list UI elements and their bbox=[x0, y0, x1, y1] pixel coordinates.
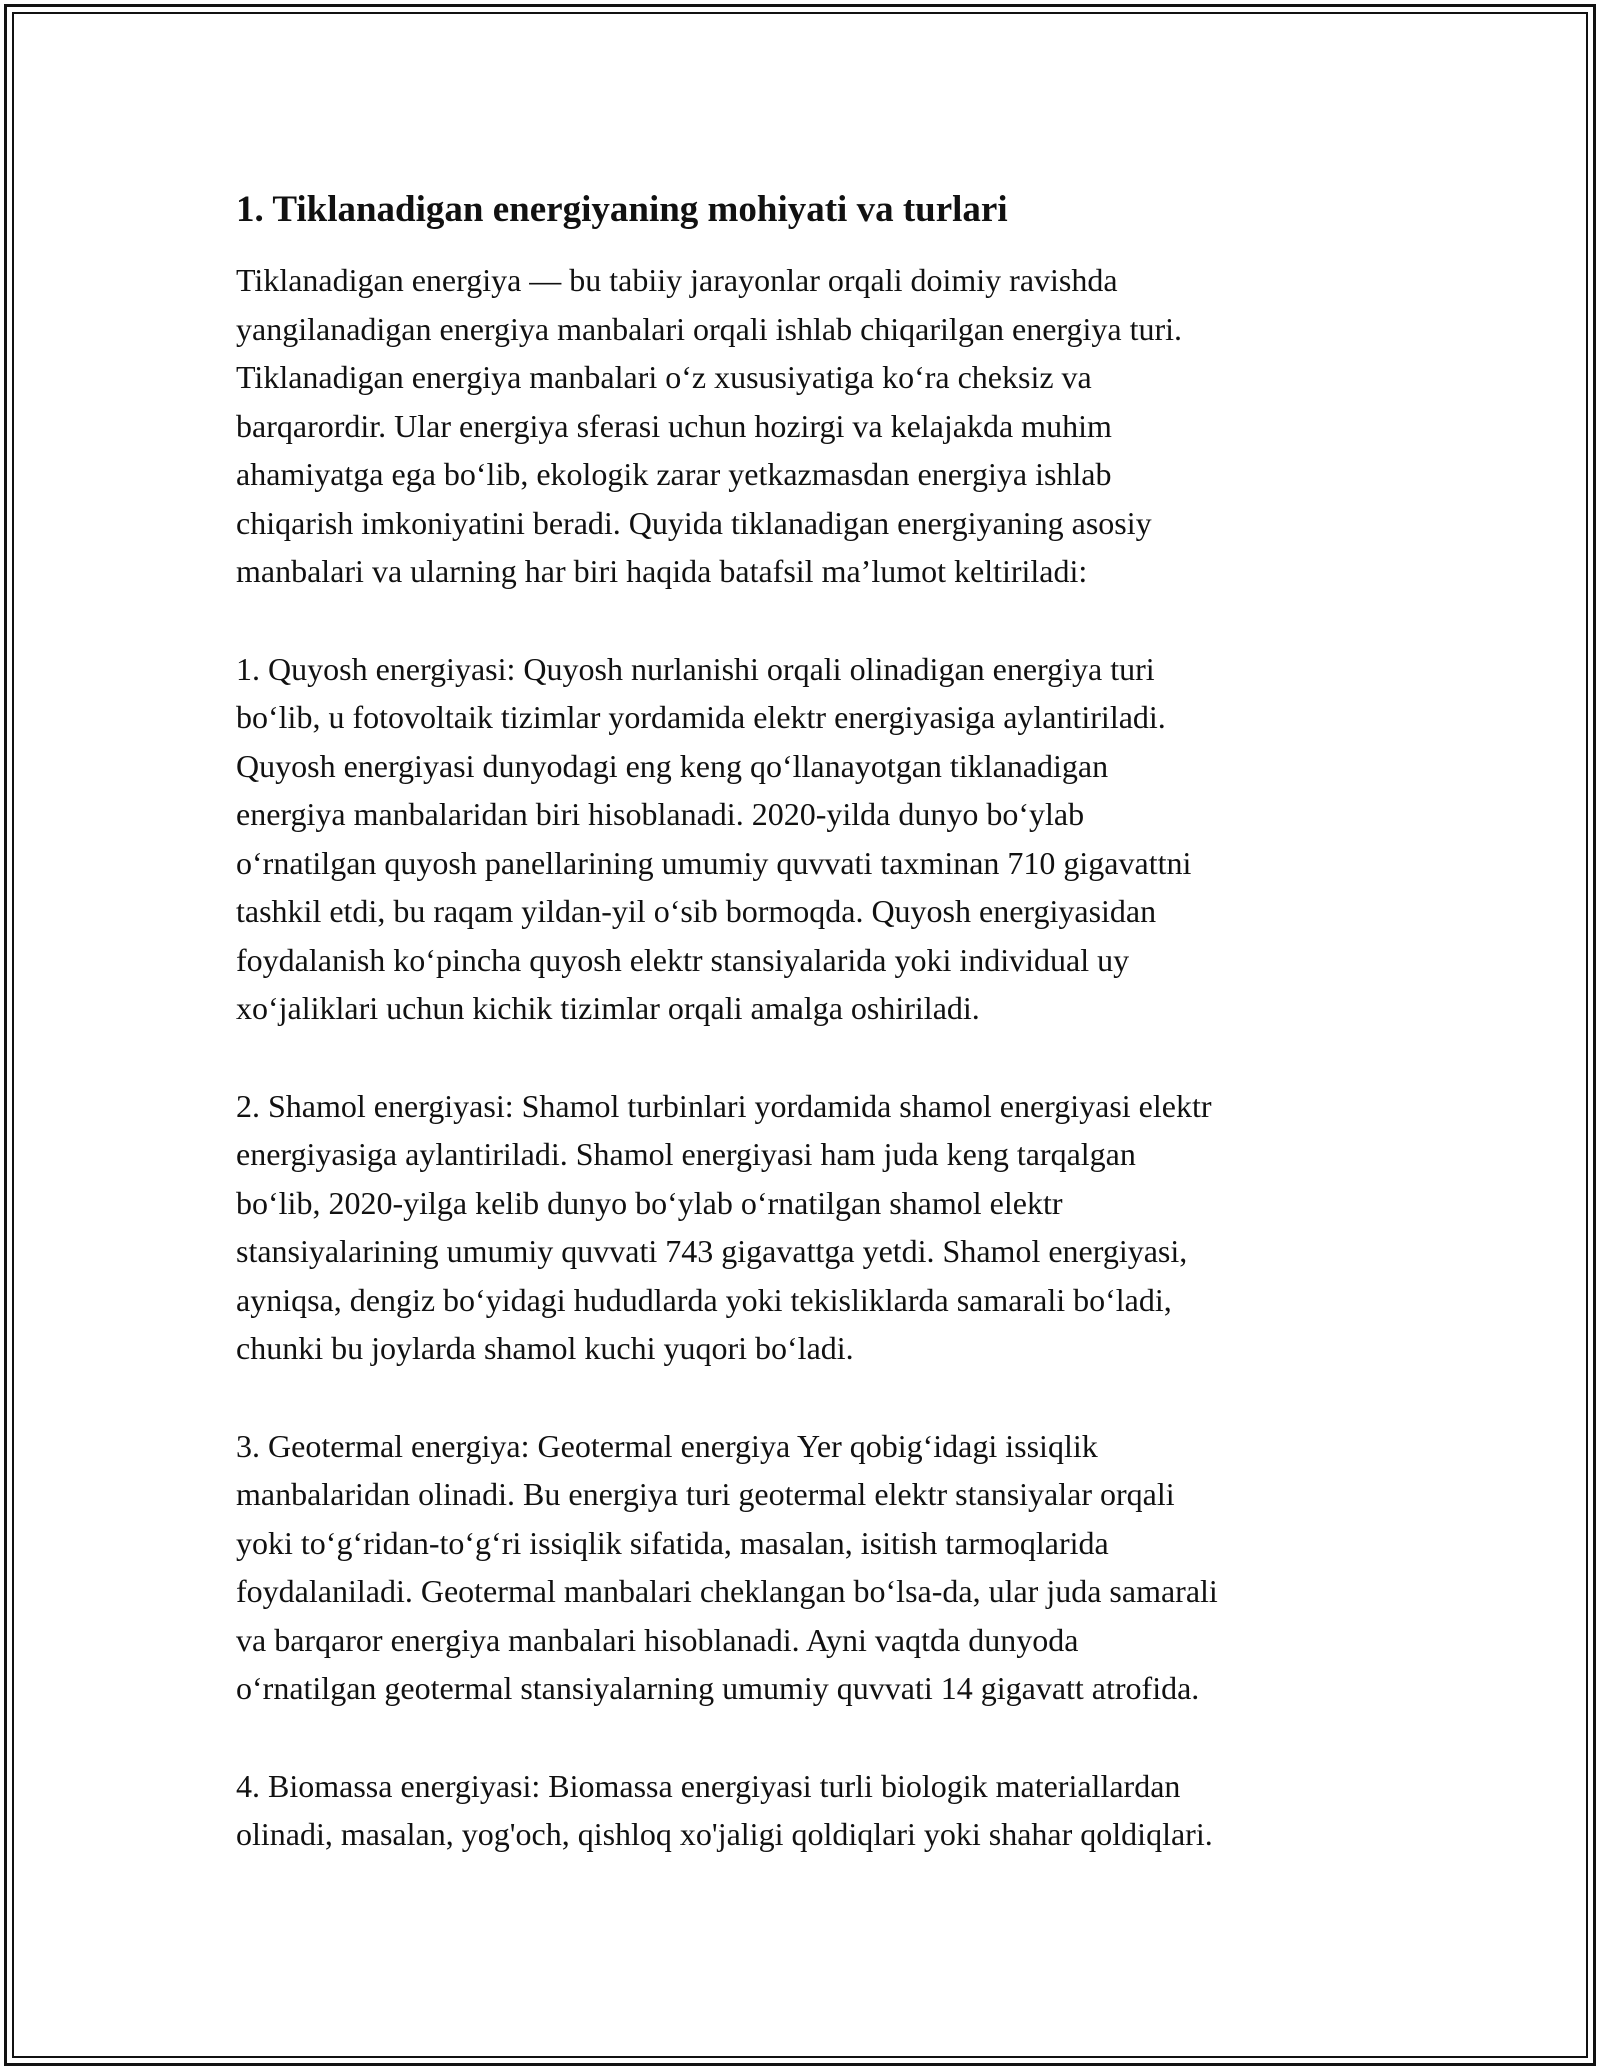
text-line: barqarordir. Ular energiya sferasi uchun hozirgi va kelajakda muhim bbox=[236, 407, 1112, 444]
text-line: 2. Shamol energiyasi: Shamol turbinlari yordamida shamol energiyasi elektr bbox=[236, 1087, 1212, 1124]
text-line: bo‘lib, u fotovoltaik tizimlar yordamida elektr energiyasiga aylantiriladi. bbox=[236, 699, 1166, 735]
text-line: Quyosh energiyasi dunyodagi eng keng qo‘llanayotgan tiklanadigan bbox=[236, 747, 1109, 784]
paragraph-biomass-energy bbox=[236, 1762, 1376, 1859]
text-line: Tiklanadigan energiya — bu tabiiy jarayonlar orqali doimiy ravishda bbox=[236, 262, 1118, 298]
text-line: olinadi, masalan, yog'och, qishloq xo'jaligi qoldiqlari yoki shahar qoldiqlari. bbox=[236, 1816, 1213, 1852]
text-line: foydalaniladi. Geotermal manbalari cheklangan bo‘lsa-da, ular juda samarali bbox=[236, 1573, 1218, 1609]
text-line: ayniqsa, dengiz bo‘yidagi hududlarda yoki tekisliklarda samarali bo‘ladi, bbox=[236, 1281, 1172, 1318]
text-line: 4. Biomassa energiyasi: Biomassa energiyasi turli biologik materiallardan bbox=[236, 1767, 1181, 1804]
text-line: chiqarish imkoniyatini beradi. Quyida tiklanadigan energiyaning asosiy bbox=[236, 504, 1152, 541]
text-line: ahamiyatga ega bo‘lib, ekologik zarar yetkazmasdan energiya ishlab bbox=[236, 456, 1112, 492]
text-line: stansiyalarining umumiy quvvati 743 gigavattga yetdi. Shamol energiyasi, bbox=[236, 1233, 1188, 1269]
text-line: chunki bu joylarda shamol kuchi yuqori bo‘ladi. bbox=[236, 1330, 854, 1366]
paragraph-geothermal-energy bbox=[236, 1422, 1376, 1713]
text-line: bo‘lib, 2020-yilga kelib dunyo bo‘ylab o‘rnatilgan shamol elektr bbox=[236, 1184, 1063, 1221]
text-line: energiya manbalaridan biri hisoblanadi. 2020-yilda dunyo bo‘ylab bbox=[236, 796, 1085, 832]
text-line: manbalari va ularning har biri haqida batafsil ma’lumot keltiriladi: bbox=[236, 553, 1088, 589]
text-line: o‘rnatilgan quyosh panellarining umumiy quvvati taxminan 710 gigavattni bbox=[236, 844, 1192, 881]
text-line: yoki to‘g‘ridan-to‘g‘ri issiqlik sifatida, masalan, isitish tarmoqlarida bbox=[236, 1524, 1109, 1561]
text-line: energiyasiga aylantiriladi. Shamol energiyasi ham juda keng tarqalgan bbox=[236, 1136, 1136, 1172]
document-body bbox=[236, 186, 1376, 1908]
text-line: manbalaridan olinadi. Bu energiya turi geotermal elektr stansiyalar orqali bbox=[236, 1476, 1175, 1512]
section-heading: 1. Tiklanadigan energiyaning mohiyati va turlari bbox=[236, 189, 1008, 230]
text-line: yangilanadigan energiya manbalari orqali ishlab chiqarilgan energiya turi. bbox=[236, 310, 1183, 347]
text-line: foydalanish ko‘pincha quyosh elektr stansiyalarida yoki individual uy bbox=[236, 941, 1130, 978]
text-line: Tiklanadigan energiya manbalari o‘z xususiyatiga ko‘ra cheksiz va bbox=[236, 359, 1092, 395]
text-line: tashkil etdi, bu raqam yildan-yil o‘sib bormoqda. Quyosh energiyasidan bbox=[236, 893, 1157, 929]
paragraph-wind-energy bbox=[236, 1082, 1376, 1373]
text-line: va barqaror energiya manbalari hisoblanadi. Ayni vaqtda dunyoda bbox=[236, 1621, 1079, 1658]
text-line: o‘rnatilgan geotermal stansiyalarning umumiy quvvati 14 gigavatt atrofida. bbox=[236, 1670, 1200, 1706]
text-line: xo‘jaliklari uchun kichik tizimlar orqali amalga oshiriladi. bbox=[236, 990, 980, 1026]
paragraph-intro bbox=[236, 256, 1376, 596]
text-line: 3. Geotermal energiya: Geotermal energiya Yer qobig‘idagi issiqlik bbox=[236, 1427, 1098, 1464]
paragraph-solar-energy bbox=[236, 645, 1376, 1033]
text-line: 1. Quyosh energiyasi: Quyosh nurlanishi orqali olinadigan energiya turi bbox=[236, 650, 1155, 687]
